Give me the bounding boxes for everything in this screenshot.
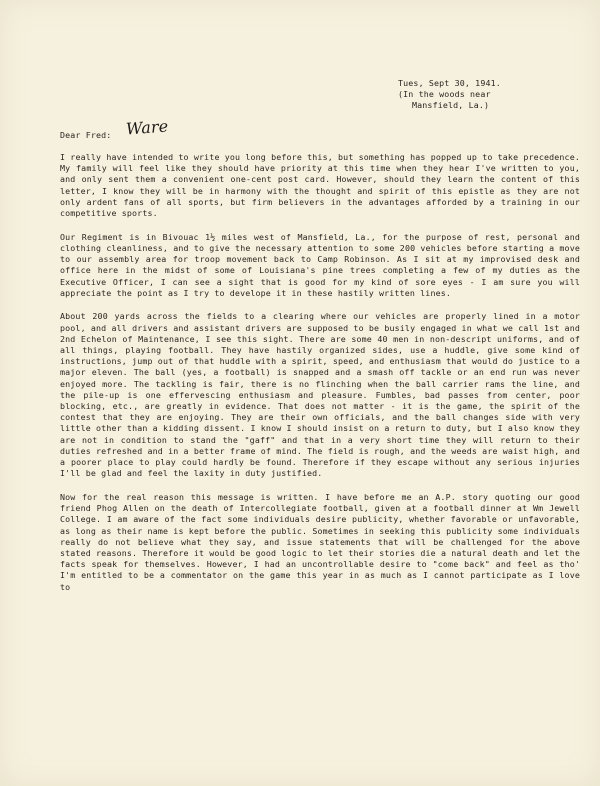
salutation: Dear Fred: — [60, 130, 112, 140]
location-line-2: Mansfield, La.) — [412, 100, 490, 111]
paragraph-4: Now for the real reason this message is written. I have before me an A.P. story quoting our good friend Phog Allen on the death of Intercollegiate football, given at a football dinner at Wm Jewell College. I am aware of the fact some individuals desire publicity, whether favorable or unfavorable, as long as their name is kept before the public. Sometimes in seeking this publicity some individuals really do not believe what they say, and issue statements that will be challenged for the above stated reasons. Therefore it would be good logic to let their stories die a natural death and let the facts speak for themselves. However, I had an uncontrollable desire to "come back" and feel as tho' I'm entitled to be a commentator on the game this year in as much as I cannot participate as I love to — [60, 491, 580, 592]
paragraph-3: About 200 yards across the fields to a clearing where our vehicles are properly lined in a motor pool, and all drivers and assistant drivers are supposed to be busily engaged in what we call 1st and 2nd Echelon of Maintenance, I see this sight. There are some 40 men in non-descript uniforms, and of all things, playing football. They have hastily organized sides, use a huddle, give some kind of instructions, jump out of that huddle with a spirit, speed, and enthusiasm that would do justice to a major eleven. The ball (yes, a football) is snapped and a smash off tackle or an end run was never enjoyed more. The tackling is fair, there is no flinching when the ball carrier rams the line, and the pile-up is one effervescing enthusiasm and pleasure. Fumbles, bad passes from center, poor blocking, etc., are greatly in evidence. That does not matter - it is the game, the spirit of the contest that they are enjoying. They are their own officials, and the ball changes side with very little other than a kidding dissent. I know I should insist on a return to duty, but I also know they are not in condition to stand the "gaff" and that in a very short time they will return to their duties refreshed and in a better frame of mind. The field is rough, and the weeds are waist high, and a poorer place to play could hardly be found. Therefore if they escape without any serious injuries I'll be glad and feel the laxity in duty justified. — [60, 311, 580, 479]
location-line-1: (In the woods near — [398, 89, 491, 100]
paragraph-2: Our Regiment is in Bivouac 1½ miles west of Mansfield, La., for the purpose of rest, personal and clothing cleanliness, and to give the necessary attention to some 200 vehicles before starting a move to our assembly area for troop movement back to Camp Robinson. As I sit at my improvised desk and office here in the midst of some of Louisiana's pine trees completing a few of my duties as the Executive Officer, I can see a sight that is good for my kind of sore eyes - I am sure you will appreciate the point as I try to develope it in these hastily written lines. — [60, 231, 580, 298]
date-line: Tues, Sept 30, 1941. — [398, 78, 501, 88]
dateline — [390, 78, 590, 112]
paragraph-1: I really have intended to write you long before this, but something has popped up to take precedence. My family will feel like they should have priority at this time when they hear I've written to you, and only sent them a convenient one-cent post card. However, should they learn the content of this letter, I know they will be in harmony with the thought and spirit of this epistle as they are not only ardent fans of all sports, but firm believers in the advantages afforded by a training in our competitive sports. — [60, 152, 580, 219]
letter-body — [60, 152, 580, 605]
handwritten-name: Ware — [125, 116, 169, 139]
